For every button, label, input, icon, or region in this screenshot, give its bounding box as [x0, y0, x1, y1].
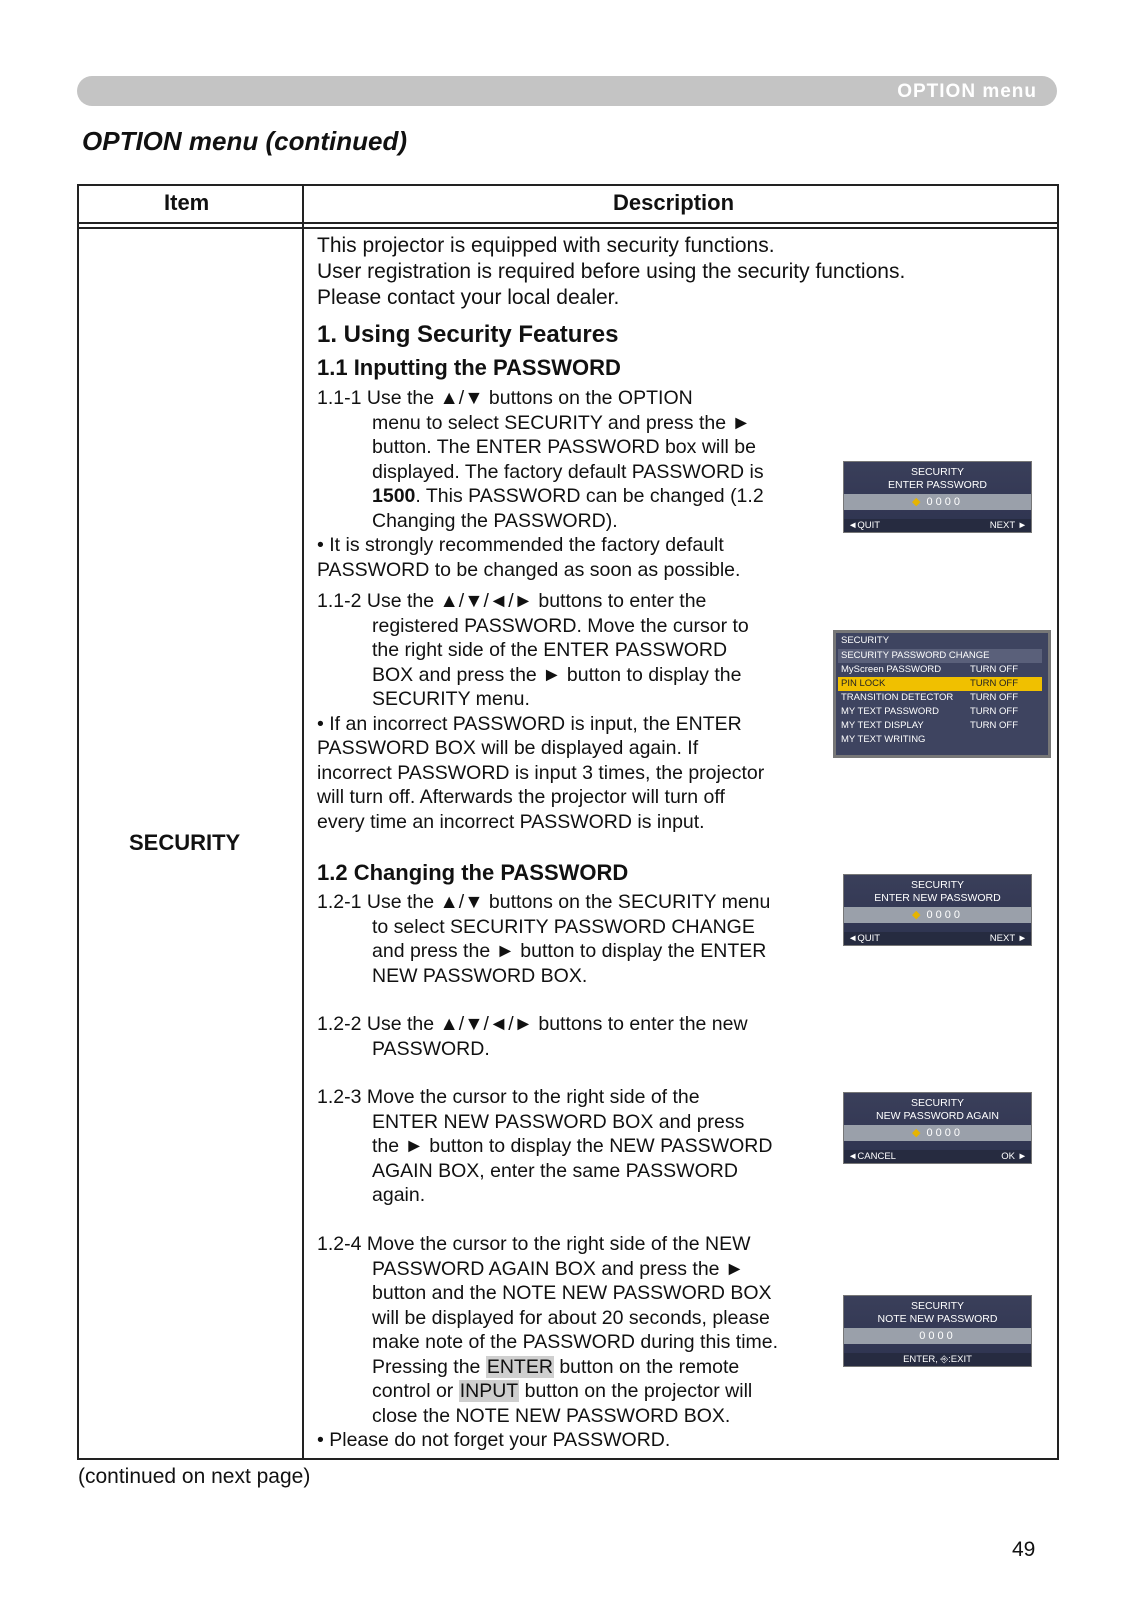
- step-line-head: Pressing the: [372, 1355, 486, 1378]
- osd-exit-label: ENTER, ⎆:EXIT: [903, 1354, 972, 1365]
- step-line: the ► button to display the NEW PASSWORD: [372, 1135, 773, 1157]
- step-line: PASSWORD AGAIN BOX and press the ►: [372, 1257, 745, 1280]
- step-line: and press the ► button to display the ENTER: [372, 940, 767, 962]
- osd-menu-row-value: TURN OFF: [970, 692, 1019, 703]
- section-label: OPTION menu: [897, 81, 1037, 102]
- step-line: 1.2-3 Move the cursor to the right side of the: [317, 1086, 700, 1108]
- note-line: • If an incorrect PASSWORD is input, the ENTER: [317, 712, 742, 735]
- osd-enter-password: [843, 461, 1032, 533]
- step-line: SECURITY menu.: [372, 688, 530, 710]
- osd-pin-field: [844, 494, 1031, 510]
- intro-line: This projector is equipped with security functions.: [317, 234, 775, 257]
- osd-subtitle: ENTER NEW PASSWORD: [874, 892, 1001, 904]
- osd-enter-new-password: [843, 874, 1032, 946]
- osd-pin-field: [844, 907, 1031, 923]
- step-line-tail: . This PASSWORD can be changed (1.2: [415, 485, 764, 507]
- header-rule: [77, 222, 1057, 224]
- osd-right-label: OK ►: [1001, 1151, 1027, 1162]
- step-line: displayed. The factory default PASSWORD is: [372, 460, 764, 483]
- note-line: • Please do not forget your PASSWORD.: [317, 1429, 671, 1451]
- heading-inputting-password: 1.1 Inputting the PASSWORD: [317, 355, 621, 380]
- osd-security-menu: [833, 630, 1051, 758]
- step-line: [317, 484, 817, 509]
- section-header-bar: [77, 76, 1057, 106]
- osd-title: SECURITY: [910, 879, 965, 891]
- step-line: make note of the PASSWORD during this time.: [372, 1331, 779, 1353]
- note-line: PASSWORD BOX will be displayed again. If: [317, 737, 699, 759]
- intro-line: User registration is required before using the security functions.: [317, 260, 906, 283]
- osd-pin: 0000: [919, 1330, 956, 1342]
- note-line: • It is strongly recommended the factory default: [317, 534, 724, 556]
- osd-menu-row-value: TURN OFF: [970, 720, 1019, 731]
- osd-footer: [844, 519, 1031, 532]
- note-line: will turn off. Afterwards the projector will turn off: [317, 786, 725, 808]
- osd-menu-row-label: MY TEXT DISPLAY: [841, 720, 924, 731]
- osd-footer: [844, 932, 1031, 945]
- column-header-description: Description: [613, 190, 735, 215]
- osd-new-password-again: [843, 1092, 1032, 1164]
- step-line-head: control or: [372, 1380, 459, 1402]
- osd-right-label: NEXT ►: [989, 933, 1027, 944]
- default-password: 1500: [372, 485, 416, 507]
- osd-subtitle: NOTE NEW PASSWORD: [877, 1313, 998, 1325]
- osd-title: SECURITY: [910, 1097, 965, 1109]
- header-rule: [77, 227, 1057, 229]
- heading-using-security: 1. Using Security Features: [317, 321, 619, 348]
- osd-footer: [844, 1150, 1031, 1163]
- column-header-item: Item: [164, 190, 210, 215]
- osd-menu-row-label: TRANSITION DETECTOR: [841, 692, 954, 703]
- step-line-tail: button on the remote: [553, 1355, 740, 1378]
- osd-arrows-icon: ◆: [911, 1127, 921, 1139]
- osd-left-label: ◄QUIT: [848, 520, 881, 531]
- osd-menu-row-value: TURN OFF: [970, 678, 1019, 689]
- input-key-label: INPUT: [459, 1380, 519, 1402]
- step-1-2-2: [317, 1012, 817, 1061]
- osd-arrows-icon: ◆: [911, 909, 921, 921]
- osd-pin: 0000: [926, 1127, 963, 1139]
- osd-menu-row-label: SECURITY PASSWORD CHANGE: [841, 650, 990, 661]
- step-1-2-3: [317, 1085, 817, 1208]
- enter-key-label: ENTER: [486, 1355, 553, 1378]
- osd-menu-row-label: MY TEXT WRITING: [841, 734, 926, 745]
- step-line: 1.2-1 Use the ▲/▼ buttons on the SECURITY menu: [317, 891, 771, 913]
- osd-right-label: NEXT ►: [989, 520, 1027, 531]
- osd-left-label: ◄CANCEL: [848, 1151, 896, 1162]
- intro-text: [317, 233, 905, 311]
- step-line: the right side of the ENTER PASSWORD: [372, 639, 728, 661]
- osd-menu-row-value: TURN OFF: [970, 706, 1019, 717]
- osd-menu-row: [838, 691, 1042, 705]
- step-1-1-1: [317, 386, 817, 582]
- heading-changing-password: 1.2 Changing the PASSWORD: [317, 860, 629, 885]
- step-line: 1.1-1 Use the ▲/▼ buttons on the OPTION: [317, 387, 693, 409]
- osd-menu-row: [838, 649, 1042, 663]
- step-line: AGAIN BOX, enter the same PASSWORD: [372, 1159, 738, 1182]
- osd-menu-row: [838, 733, 1042, 747]
- step-line: BOX and press the ► button to display the: [372, 663, 742, 686]
- step-line: [317, 1379, 817, 1404]
- osd-menu-row: [838, 663, 1042, 677]
- step-line: menu to select SECURITY and press the ►: [372, 411, 751, 434]
- osd-menu-row-label: MY TEXT PASSWORD: [841, 706, 940, 717]
- step-line: will be displayed for about 20 seconds, please: [372, 1306, 770, 1329]
- item-security: SECURITY: [129, 830, 241, 855]
- step-line-tail: button on the projector will: [519, 1380, 753, 1402]
- osd-pin: 0000: [926, 909, 963, 921]
- osd-left-label: ◄QUIT: [848, 933, 881, 944]
- step-line: [317, 1355, 817, 1380]
- osd-menu-row: [838, 719, 1042, 733]
- note-line: incorrect PASSWORD is input 3 times, the projector: [317, 761, 765, 784]
- osd-arrows-icon: ◆: [911, 496, 921, 508]
- page-title: OPTION menu (continued): [82, 126, 407, 156]
- page-number: 49: [1012, 1538, 1036, 1561]
- step-line: button. The ENTER PASSWORD box will be: [372, 436, 757, 458]
- step-line: ENTER NEW PASSWORD BOX and press: [372, 1110, 745, 1133]
- column-divider: [302, 184, 304, 1458]
- step-line: 1.2-2 Use the ▲/▼/◄/► buttons to enter the new: [317, 1013, 748, 1035]
- osd-menu-row: [838, 705, 1042, 719]
- osd-note-new-password: [843, 1295, 1032, 1367]
- osd-subtitle: NEW PASSWORD AGAIN: [876, 1110, 999, 1122]
- step-1-2-4: [317, 1232, 817, 1453]
- step-line: to select SECURITY PASSWORD CHANGE: [372, 915, 755, 938]
- step-line: 1.2-4 Move the cursor to the right side of the NEW: [317, 1233, 751, 1255]
- step-line: close the NOTE NEW PASSWORD BOX.: [372, 1404, 731, 1427]
- step-line: button and the NOTE NEW PASSWORD BOX: [372, 1282, 772, 1304]
- osd-pin-field: [844, 1328, 1031, 1344]
- note-line: PASSWORD to be changed as soon as possible.: [317, 558, 741, 581]
- step-line: Changing the PASSWORD).: [372, 509, 618, 532]
- osd-menu-title: SECURITY: [841, 635, 890, 646]
- intro-line: Please contact your local dealer.: [317, 286, 620, 309]
- step-1-1-2: [317, 589, 817, 834]
- osd-menu-row-label: MyScreen PASSWORD: [841, 664, 942, 675]
- osd-subtitle: ENTER PASSWORD: [888, 479, 987, 491]
- osd-menu-row-label: PIN LOCK: [841, 678, 886, 689]
- osd-menu-row-selected: [838, 677, 1042, 691]
- osd-pin-field: [844, 1125, 1031, 1141]
- note-line: every time an incorrect PASSWORD is input.: [317, 810, 705, 833]
- step-line: registered PASSWORD. Move the cursor to: [372, 614, 749, 637]
- step-line: NEW PASSWORD BOX.: [372, 964, 588, 987]
- step-line: 1.1-2 Use the ▲/▼/◄/► buttons to enter the: [317, 590, 707, 612]
- continued-note: (continued on next page): [78, 1465, 311, 1488]
- osd-menu-row-value: TURN OFF: [970, 664, 1019, 675]
- osd-pin: 0000: [926, 496, 963, 508]
- step-line: PASSWORD.: [372, 1037, 490, 1060]
- osd-title: SECURITY: [910, 466, 965, 478]
- osd-footer: [844, 1353, 1031, 1366]
- step-line: again.: [372, 1184, 426, 1206]
- step-1-2-1: [317, 890, 817, 988]
- osd-title: SECURITY: [910, 1300, 965, 1312]
